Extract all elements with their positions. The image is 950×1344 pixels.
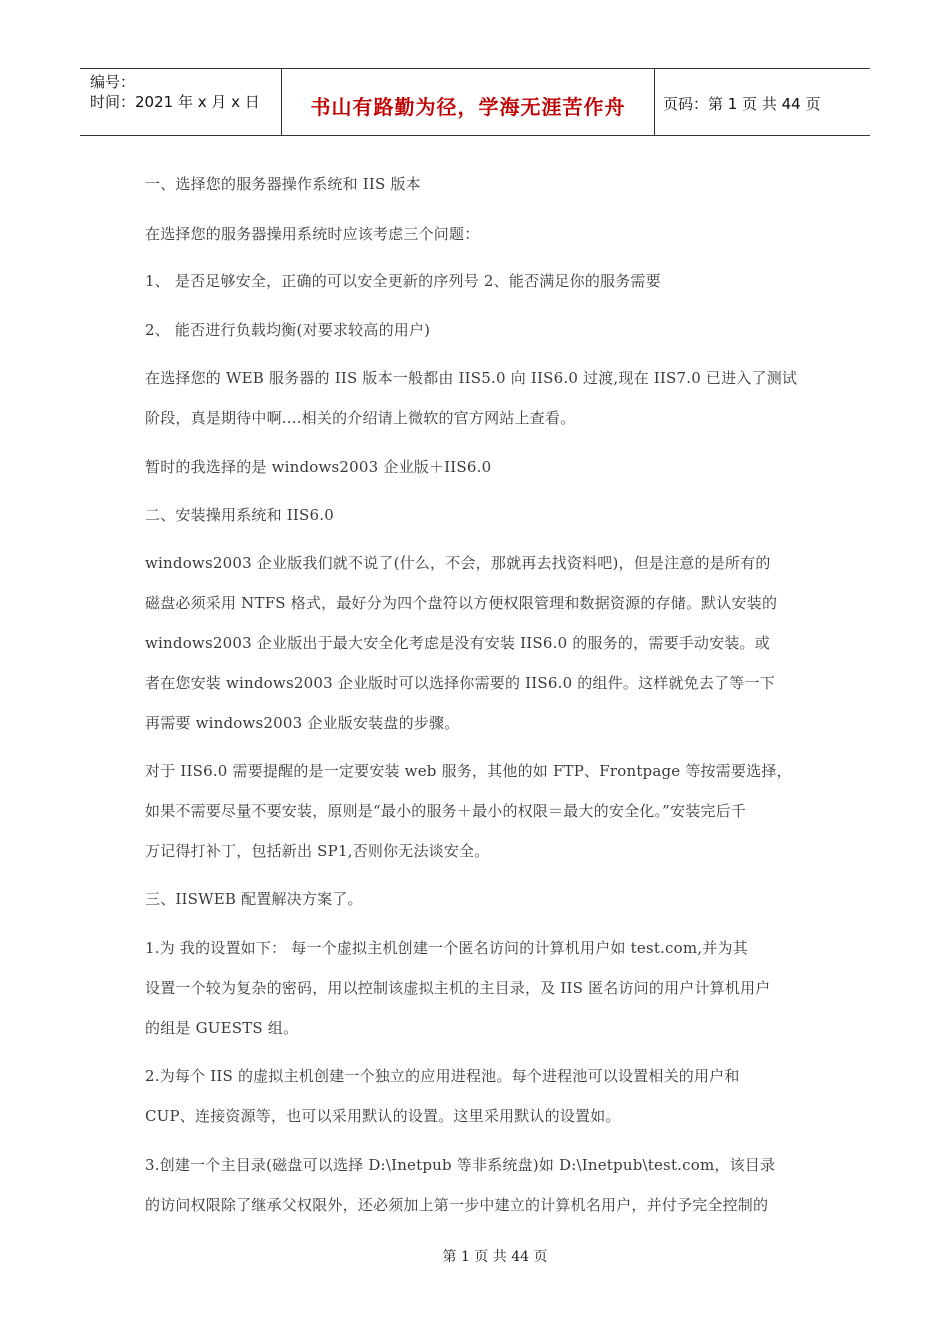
body-line: 在选择您的 WEB 服务器的 IIS 版本一般都由 IIS5.0 向 IIS6.0 过渡,现在 IIS7.0 已进入了测试 — [145, 369, 798, 387]
section-heading-2: 二、安装操用系统和 IIS6.0 — [145, 506, 334, 524]
header-page-info: 页码：第 1 页 共 44 页 — [663, 95, 821, 113]
section-heading-1: 一、选择您的服务器操作系统和 IIS 版本 — [145, 175, 421, 193]
page-footer: 第 1 页 共 44 页 — [442, 1249, 548, 1265]
body-line: 在选择您的服务器操用系统时应该考虑三个问题： — [145, 225, 480, 243]
body-line: 如果不需要尽量不要安装，原则是“最小的服务＋最小的权限＝最大的安全化。”安装完后千 — [145, 802, 747, 820]
body-line: 1.为 我的设置如下： 每一个虚拟主机创建一个匿名访问的计算机用户如 test.com,并为其 — [145, 939, 748, 957]
list-item: 2、 能否进行负载均衡(对要求较高的用户) — [145, 321, 431, 339]
header-motto: 书山有路勤为径，学海无涯苦作舟 — [310, 95, 626, 119]
body-line: 3.创建一个主目录(磁盘可以选择 D:\Inetpub 等非系统盘)如 D:\Inetpub\test.com，该目录 — [145, 1156, 776, 1174]
section-heading-3: 三、IISWEB 配置解决方案了。 — [145, 890, 363, 908]
body-line: CUP、连接资源等，也可以采用默认的设置。这里采用默认的设置如。 — [145, 1107, 621, 1125]
body-line: windows2003 企业版出于最大安全化考虑是没有安装 IIS6.0 的服务的，需要手动安装。或 — [145, 634, 770, 652]
header-page-cell — [655, 69, 870, 135]
body-line: 2.为每个 IIS 的虚拟主机创建一个独立的应用进程池。每个进程池可以设置相关的用户和 — [145, 1067, 740, 1085]
body-line: 对于 IIS6.0 需要提醒的是一定要安装 web 服务，其他的如 FTP、Frontpage 等按需要选择， — [145, 762, 792, 780]
document-number-label: 编号： — [90, 73, 136, 91]
header-motto-cell — [281, 69, 655, 135]
body-line: 设置一个较为复杂的密码，用以控制该虚拟主机的主目录，及 IIS 匿名访问的用户计算机用户 — [145, 979, 771, 997]
body-line: 的组是 GUESTS 组。 — [145, 1019, 299, 1037]
document-header — [80, 68, 870, 136]
body-line: windows2003 企业版我们就不说了(什么，不会，那就再去找资料吧)，但是注意的是所有的 — [145, 554, 771, 572]
header-meta-cell — [80, 69, 282, 135]
body-line: 阶段，真是期待中啊....相关的介绍请上微软的官方网站上查看。 — [145, 409, 576, 427]
body-line: 的访问权限除了继承父权限外，还必须加上第一步中建立的计算机名用户，并付予完全控制的 — [145, 1196, 769, 1214]
list-item: 1、 是否足够安全，正确的可以安全更新的序列号 2、能否满足你的服务需要 — [145, 272, 661, 290]
body-line: 万记得打补丁，包括新出 SP1,否则你无法谈安全。 — [145, 842, 490, 860]
body-line: 者在您安装 windows2003 企业版时可以选择你需要的 IIS6.0 的组件。这样就免去了等一下 — [145, 674, 775, 692]
body-line: 再需要 windows2003 企业版安装盘的步骤。 — [145, 714, 460, 732]
body-line: 磁盘必须采用 NTFS 格式，最好分为四个盘符以方便权限管理和数据资源的存储。默认安装的 — [145, 594, 778, 612]
body-line: 暂时的我选择的是 windows2003 企业版＋IIS6.0 — [145, 458, 492, 476]
document-time-label: 时间：2021 年 x 月 x 日 — [90, 93, 260, 111]
